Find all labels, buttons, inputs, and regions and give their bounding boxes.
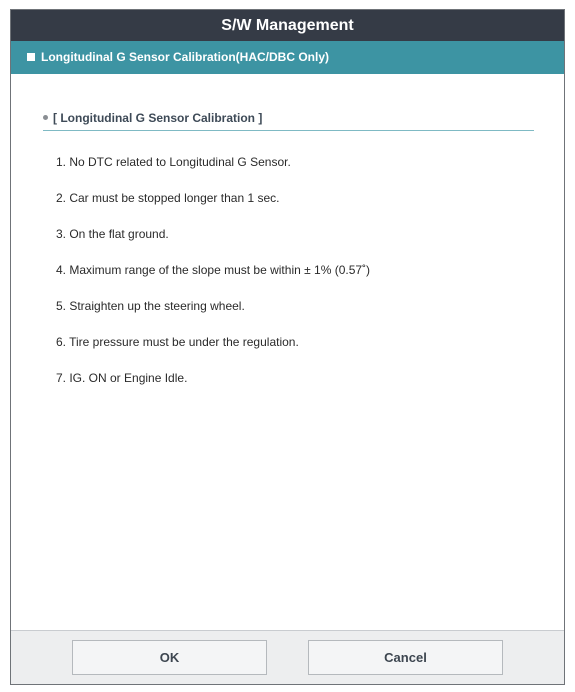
square-icon — [27, 53, 35, 61]
section-title-bar — [11, 41, 564, 74]
list-item: 1. No DTC related to Longitudinal G Sensor. — [56, 155, 291, 169]
cancel-button[interactable]: Cancel — [308, 640, 503, 675]
content-header — [43, 111, 262, 125]
list-item: 3. On the flat ground. — [56, 227, 169, 241]
sw-management-dialog — [10, 9, 565, 685]
header-divider — [43, 130, 534, 131]
bullet-icon — [43, 115, 48, 120]
requirements-list — [56, 154, 370, 406]
list-item: 6. Tire pressure must be under the regulation. — [56, 335, 299, 349]
list-item: 4. Maximum range of the slope must be within ± 1% (0.57˚) — [56, 263, 371, 277]
window-title: S/W Management — [11, 10, 564, 41]
ok-button[interactable]: OK — [72, 640, 267, 675]
list-item: 7. IG. ON or Engine Idle. — [56, 371, 188, 385]
button-bar — [11, 630, 564, 684]
list-item: 2. Car must be stopped longer than 1 sec. — [56, 191, 280, 205]
content-panel — [11, 74, 564, 630]
section-title: Longitudinal G Sensor Calibration(HAC/DBC Only) — [41, 50, 329, 64]
list-item: 5. Straighten up the steering wheel. — [56, 299, 245, 313]
content-header-label: [ Longitudinal G Sensor Calibration ] — [53, 111, 263, 125]
